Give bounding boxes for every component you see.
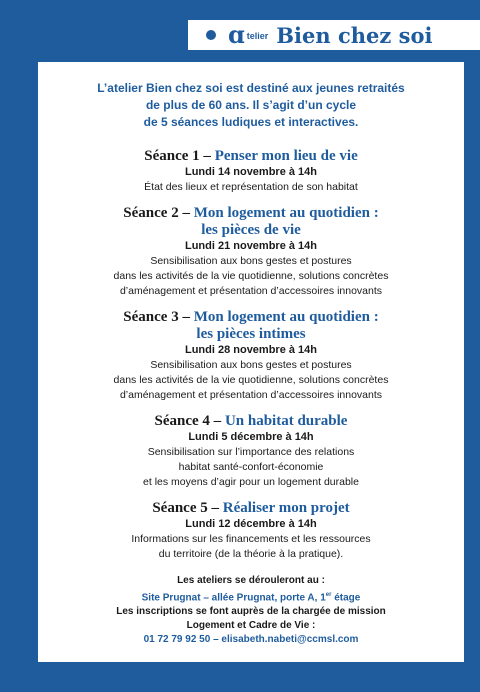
session-date: Lundi 12 décembre à 14h — [185, 518, 317, 530]
intro-line: L’atelier Bien chez soi est destiné aux jeunes retraités — [97, 81, 405, 95]
session-1 — [38, 147, 464, 195]
session-name: Penser mon lieu de vie — [214, 148, 358, 164]
intro-text — [38, 80, 464, 131]
address-text: Site Prugnat – allée Prugnat, porte A, 1 — [141, 592, 326, 604]
session-title — [38, 147, 464, 165]
session-desc: dans les activités de la vie quotidienne, solutions concrètes — [113, 270, 389, 282]
session-desc: Sensibilisation sur l’importance des relations — [147, 446, 355, 458]
session-desc: d’aménagement et présentation d’accessoires innovants — [119, 389, 383, 401]
address-sup: er — [325, 592, 332, 598]
session-title — [38, 499, 464, 517]
footer-department: Logement et Cadre de Vie : — [186, 620, 316, 632]
session-date: Lundi 28 novembre à 14h — [184, 344, 318, 356]
session-name-line2: les pièces intimes — [196, 326, 306, 342]
session-list — [38, 147, 464, 562]
session-date: Lundi 21 novembre à 14h — [184, 240, 318, 252]
session-desc: d’aménagement et présentation d’accessoires innovants — [119, 285, 383, 297]
session-name-line2: les pièces de vie — [201, 222, 301, 238]
session-desc: du territoire (de la théorie à la pratique). — [158, 548, 344, 560]
session-label: Séance 5 – — [152, 500, 223, 516]
page-title: Bien chez soi — [276, 22, 433, 48]
footer-registration: Les inscriptions se font auprès de la chargée de mission — [116, 606, 386, 618]
session-desc: Sensibilisation aux bons gestes et postures — [150, 255, 352, 267]
session-2 — [38, 204, 464, 299]
session-name: Réaliser mon projet — [222, 500, 350, 516]
session-name: Mon logement au quotidien : — [193, 309, 379, 325]
session-title — [38, 204, 464, 222]
session-4 — [38, 412, 464, 490]
footer-info — [38, 574, 464, 647]
session-name: Un habitat durable — [224, 413, 348, 429]
footer-address — [38, 588, 464, 605]
session-label: Séance 3 – — [123, 309, 194, 325]
footer-contact-link[interactable]: 01 72 79 92 50 – elisabeth.nabeti@ccmsl.com — [143, 634, 359, 646]
session-name: Mon logement au quotidien : — [193, 205, 379, 221]
session-title — [38, 412, 464, 430]
session-label: Séance 2 – — [123, 205, 194, 221]
atelier-logo-icon: ɑ — [228, 20, 245, 49]
session-desc: État des lieux et représentation de son habitat — [144, 181, 358, 193]
session-5 — [38, 499, 464, 562]
session-desc: Informations sur les financements et les ressources — [131, 533, 371, 545]
atelier-logo-text: telier — [246, 31, 269, 41]
session-desc: et les moyens d’agir pour un logement durable — [143, 476, 359, 488]
intro-line: de plus de 60 ans. Il s’agit d’un cycle — [145, 98, 357, 112]
intro-line: de 5 séances ludiques et interactives. — [143, 115, 359, 129]
session-title — [38, 308, 464, 326]
session-date: Lundi 5 décembre à 14h — [188, 431, 314, 443]
footer-venue-label: Les ateliers se dérouleront au : — [177, 575, 325, 586]
session-label: Séance 4 – — [154, 413, 225, 429]
address-end: étage — [331, 592, 361, 604]
session-3 — [38, 308, 464, 403]
bullet-dot-icon — [206, 30, 216, 40]
session-desc: habitat santé-confort-économie — [178, 461, 324, 473]
session-date: Lundi 14 novembre à 14h — [184, 166, 318, 178]
session-desc: Sensibilisation aux bons gestes et postures — [150, 359, 352, 371]
session-desc: dans les activités de la vie quotidienne, solutions concrètes — [113, 374, 389, 386]
content-card — [38, 62, 464, 662]
header-banner — [188, 20, 480, 50]
session-label: Séance 1 – — [144, 148, 215, 164]
